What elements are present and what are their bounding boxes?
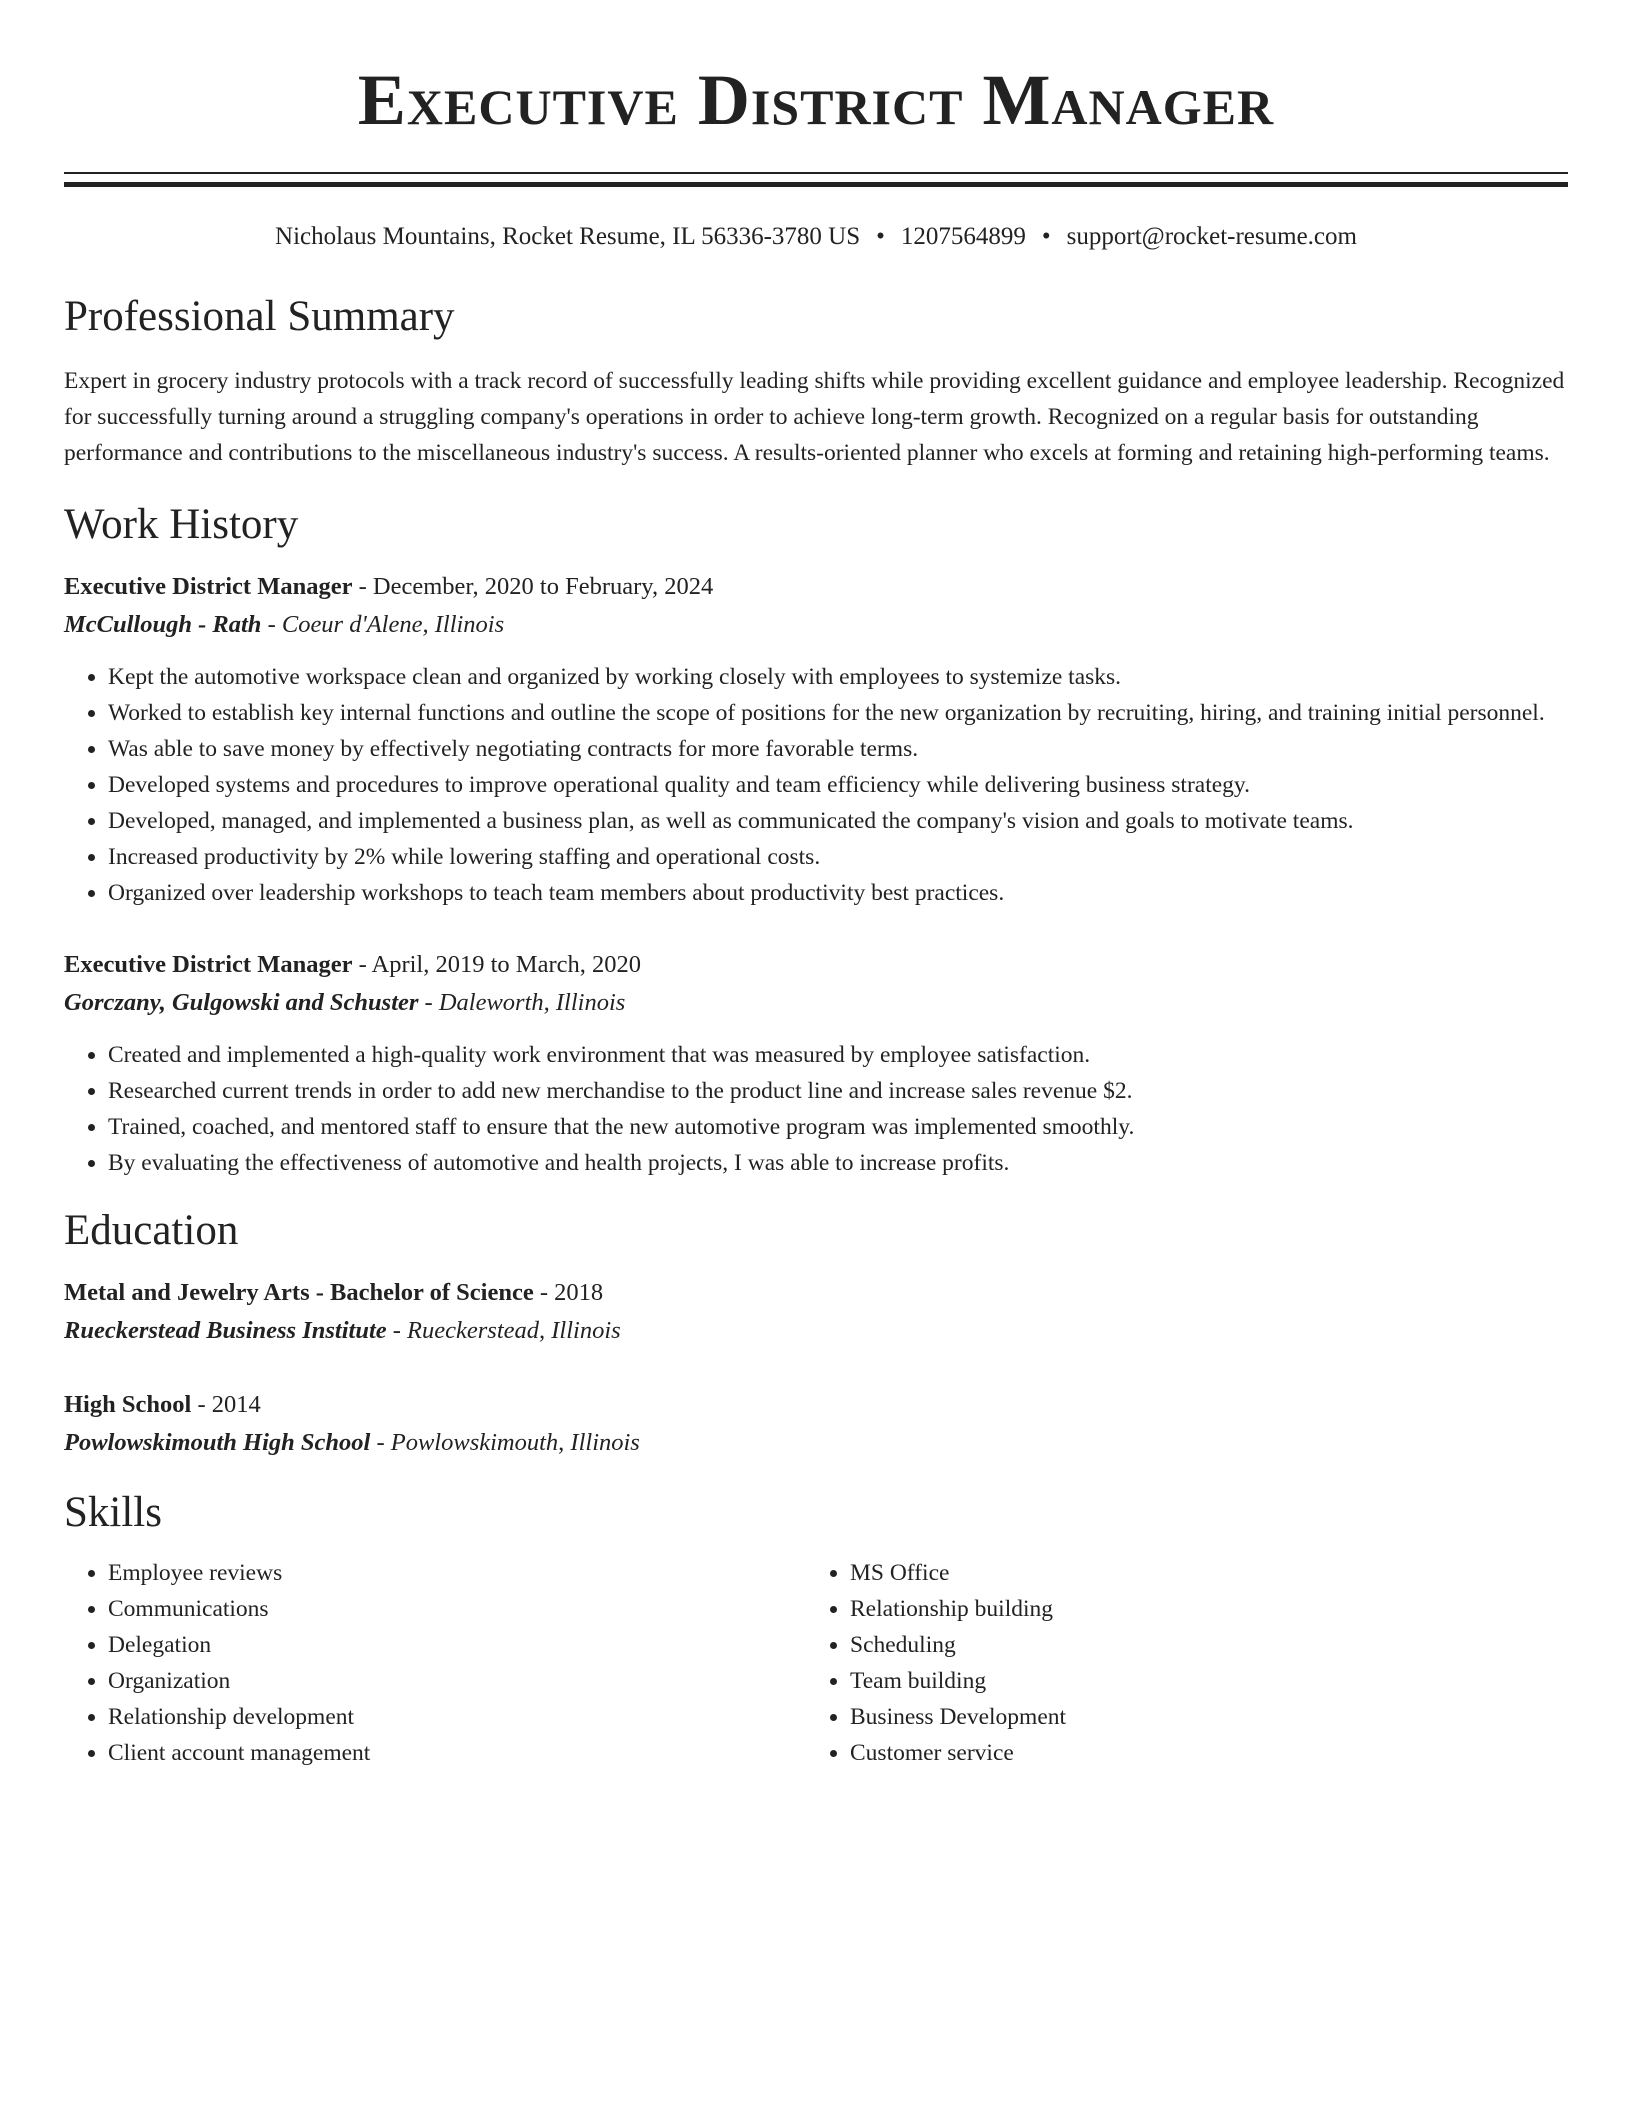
education-location: - Rueckerstead, Illinois (386, 1317, 621, 1344)
contact-line (64, 221, 1568, 253)
list-item: • Organized over leadership workshops to teach team members about productivity best practices. (108, 875, 1568, 911)
job-dates: - April, 2019 to March, 2020 (352, 951, 641, 978)
skill-item: • Customer service (850, 1735, 1548, 1771)
section-title-summary: Professional Summary (64, 293, 455, 340)
skill-item: • Team building (850, 1663, 1548, 1699)
contact-phone: 1207564899 (900, 223, 1026, 250)
education-school-line (64, 1313, 1568, 1349)
skills-list-left (64, 1555, 806, 1771)
list-item: • Researched current trends in order to add new merchandise to the product line and increase sales revenue $2. (108, 1073, 1568, 1109)
list-item: • By evaluating the effectiveness of automotive and health projects, I was able to increase profits. (108, 1145, 1568, 1181)
job-location: - Daleworth, Illinois (418, 989, 626, 1016)
skill-item: • Communications (108, 1591, 806, 1627)
resume-title: Executive District Manager (357, 60, 1275, 140)
job-header (64, 947, 1568, 983)
skill-item: • Relationship development (108, 1699, 806, 1735)
job-location: - Coeur d'Alene, Illinois (261, 611, 505, 638)
job-company: McCullough - Rath (64, 611, 262, 638)
skill-item: • Employee reviews (108, 1555, 806, 1591)
skill-item: • Scheduling (850, 1627, 1548, 1663)
skill-item: • Delegation (108, 1627, 806, 1663)
section-title-education: Education (64, 1207, 239, 1254)
list-item: • Developed systems and procedures to improve operational quality and team efficiency while delivering business strategy. (108, 767, 1568, 803)
job-company-line (64, 607, 1568, 643)
list-item: • Worked to establish key internal functions and outline the scope of positions for the new organization by recruiting, hiring, and training initial personnel. (108, 695, 1568, 731)
education-entry (64, 1387, 1568, 1461)
list-item: • Increased productivity by 2% while lowering staffing and operational costs. (108, 839, 1568, 875)
section-title-skills: Skills (64, 1489, 162, 1536)
education-school: Powlowskimouth High School (64, 1429, 371, 1456)
job-dates: - December, 2020 to February, 2024 (352, 573, 714, 600)
contact-address: Nicholaus Mountains, Rocket Resume, IL 56336-3780 US (275, 223, 861, 250)
contact-separator: • (876, 223, 885, 250)
skills-list-right (806, 1555, 1548, 1771)
job-company: Gorczany, Gulgowski and Schuster (64, 989, 419, 1016)
list-item: • Was able to save money by effectively negotiating contracts for more favorable terms. (108, 731, 1568, 767)
job-header (64, 569, 1568, 605)
skill-item: • MS Office (850, 1555, 1548, 1591)
section-title-work-history: Work History (64, 501, 299, 548)
skill-item: • Client account management (108, 1735, 806, 1771)
list-item: • Developed, managed, and implemented a business plan, as well as communicated the company's vision and goals to motivate teams. (108, 803, 1568, 839)
title-divider (64, 172, 1568, 187)
education-degree: High School (64, 1391, 192, 1418)
skill-item: • Business Development (850, 1699, 1548, 1735)
job-bullets (64, 1037, 1568, 1181)
education-header (64, 1387, 1568, 1423)
education-school-line (64, 1425, 1568, 1461)
skill-item: • Organization (108, 1663, 806, 1699)
education-school: Rueckerstead Business Institute (64, 1317, 387, 1344)
job-company-line (64, 985, 1568, 1021)
education-entry (64, 1275, 1568, 1349)
education-year: - 2014 (191, 1391, 261, 1418)
job-position: Executive District Manager (64, 951, 353, 978)
education-year: - 2018 (533, 1279, 604, 1306)
education-header (64, 1275, 1568, 1311)
education-location: - Powlowskimouth, Illinois (370, 1429, 640, 1456)
summary-text: Expert in grocery industry protocols with a track record of successfully leading shifts while providing excellent guidance and employee leadership. Recognized for successfully turning around a struggling company's operations in order to achieve long-term growth. Recognized on a regular basis for outstanding performance and contributions to the miscellaneous industry's success. A results-oriented planner who excels at forming and retaining high-performing teams. (64, 368, 1565, 466)
job-entry (64, 947, 1568, 1181)
skill-item: • Relationship building (850, 1591, 1548, 1627)
job-bullets (64, 659, 1568, 911)
list-item: • Trained, coached, and mentored staff to ensure that the new automotive program was implemented smoothly. (108, 1109, 1568, 1145)
list-item: • Kept the automotive workspace clean and organized by working closely with employees to systemize tasks. (108, 659, 1568, 695)
job-entry (64, 569, 1568, 911)
education-degree: Metal and Jewelry Arts - Bachelor of Science (64, 1279, 534, 1306)
skills-columns (64, 1555, 1568, 1771)
contact-separator: • (1041, 223, 1051, 250)
job-position: Executive District Manager (64, 573, 353, 600)
contact-email: support@rocket-resume.com (1066, 223, 1357, 250)
list-item: • Created and implemented a high-quality work environment that was measured by employee satisfaction. (108, 1037, 1568, 1073)
